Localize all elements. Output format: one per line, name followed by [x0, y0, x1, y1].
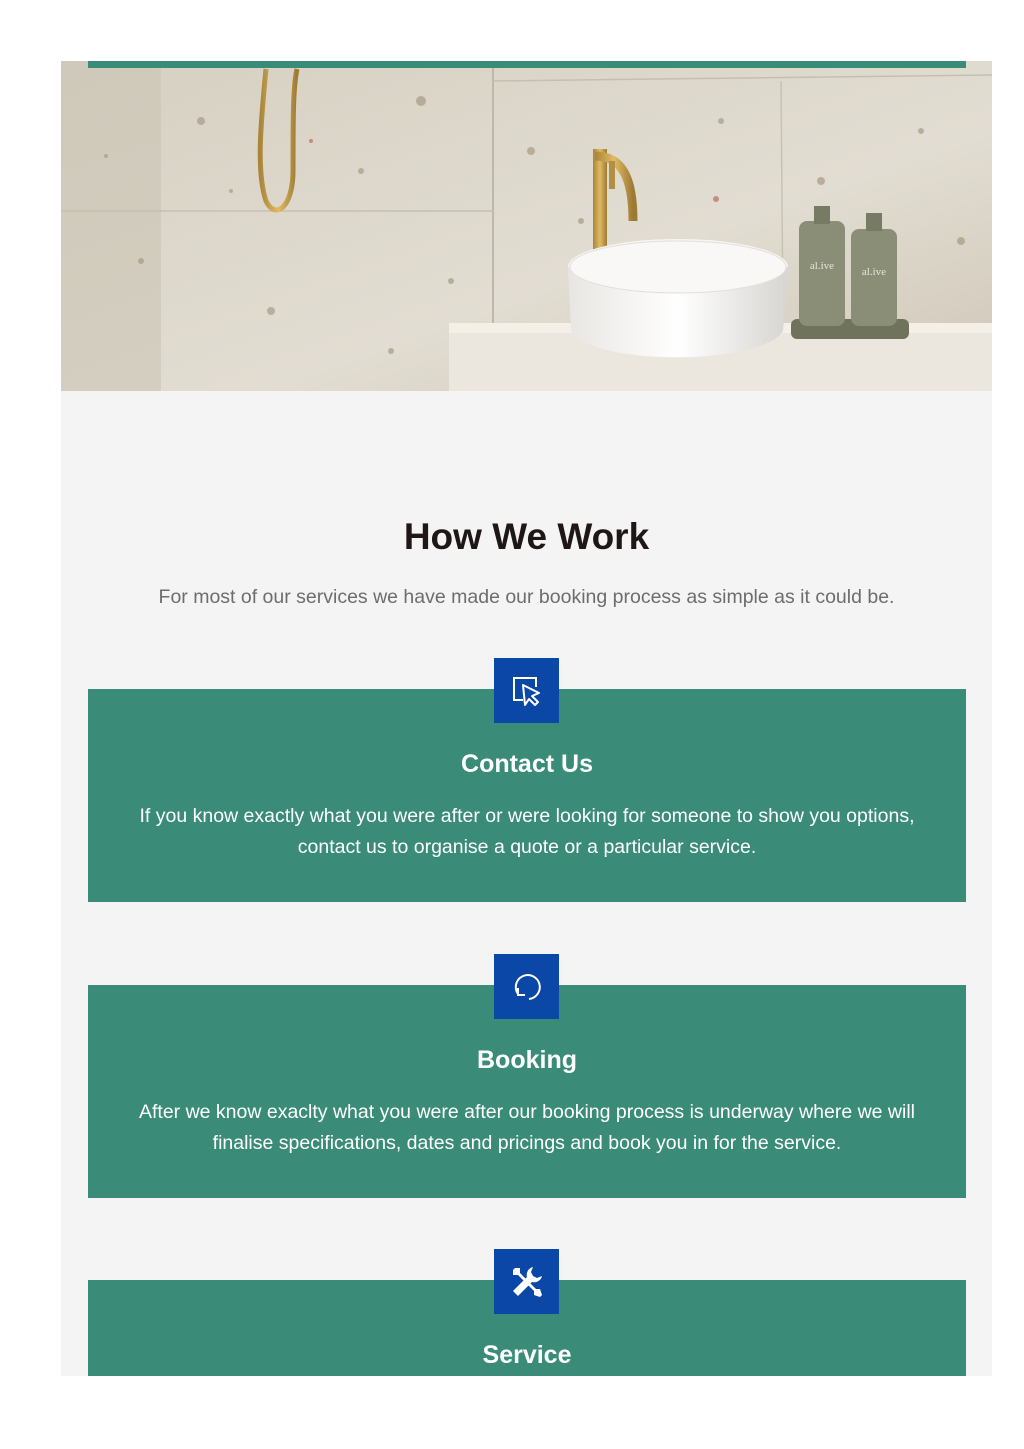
product-label: al.ive — [861, 266, 887, 278]
step-contact — [61, 658, 992, 902]
step-service — [61, 1249, 992, 1376]
step-icon-box — [494, 954, 559, 1019]
hero-image — [61, 61, 992, 391]
step-icon-box — [494, 658, 559, 723]
step-icon-box — [494, 1249, 559, 1314]
step-description: After we know exaclty what you were after our booking process is underway where we will finalise specifications, dates and pricings and book you in for the service. — [138, 1101, 916, 1154]
page — [61, 61, 992, 1376]
cursor-click-icon — [510, 674, 544, 708]
step-title: Service — [482, 1341, 572, 1369]
bathroom-photo — [61, 61, 992, 391]
step-description: If you know exactly what you were after or were looking for someone to show you options, contact us to organise a quote or a particular service. — [139, 805, 915, 858]
step-booking — [61, 954, 992, 1198]
product-label: al.ive — [809, 260, 835, 272]
tools-icon — [509, 1264, 545, 1300]
section-title: How We Work — [403, 516, 650, 557]
step-title: Booking — [477, 1046, 577, 1074]
section-subtitle: For most of our services we have made our booking process as simple as it could be. — [158, 586, 895, 608]
refresh-arrow-icon — [510, 970, 544, 1004]
step-title: Contact Us — [461, 750, 593, 778]
accent-strip — [88, 61, 966, 68]
